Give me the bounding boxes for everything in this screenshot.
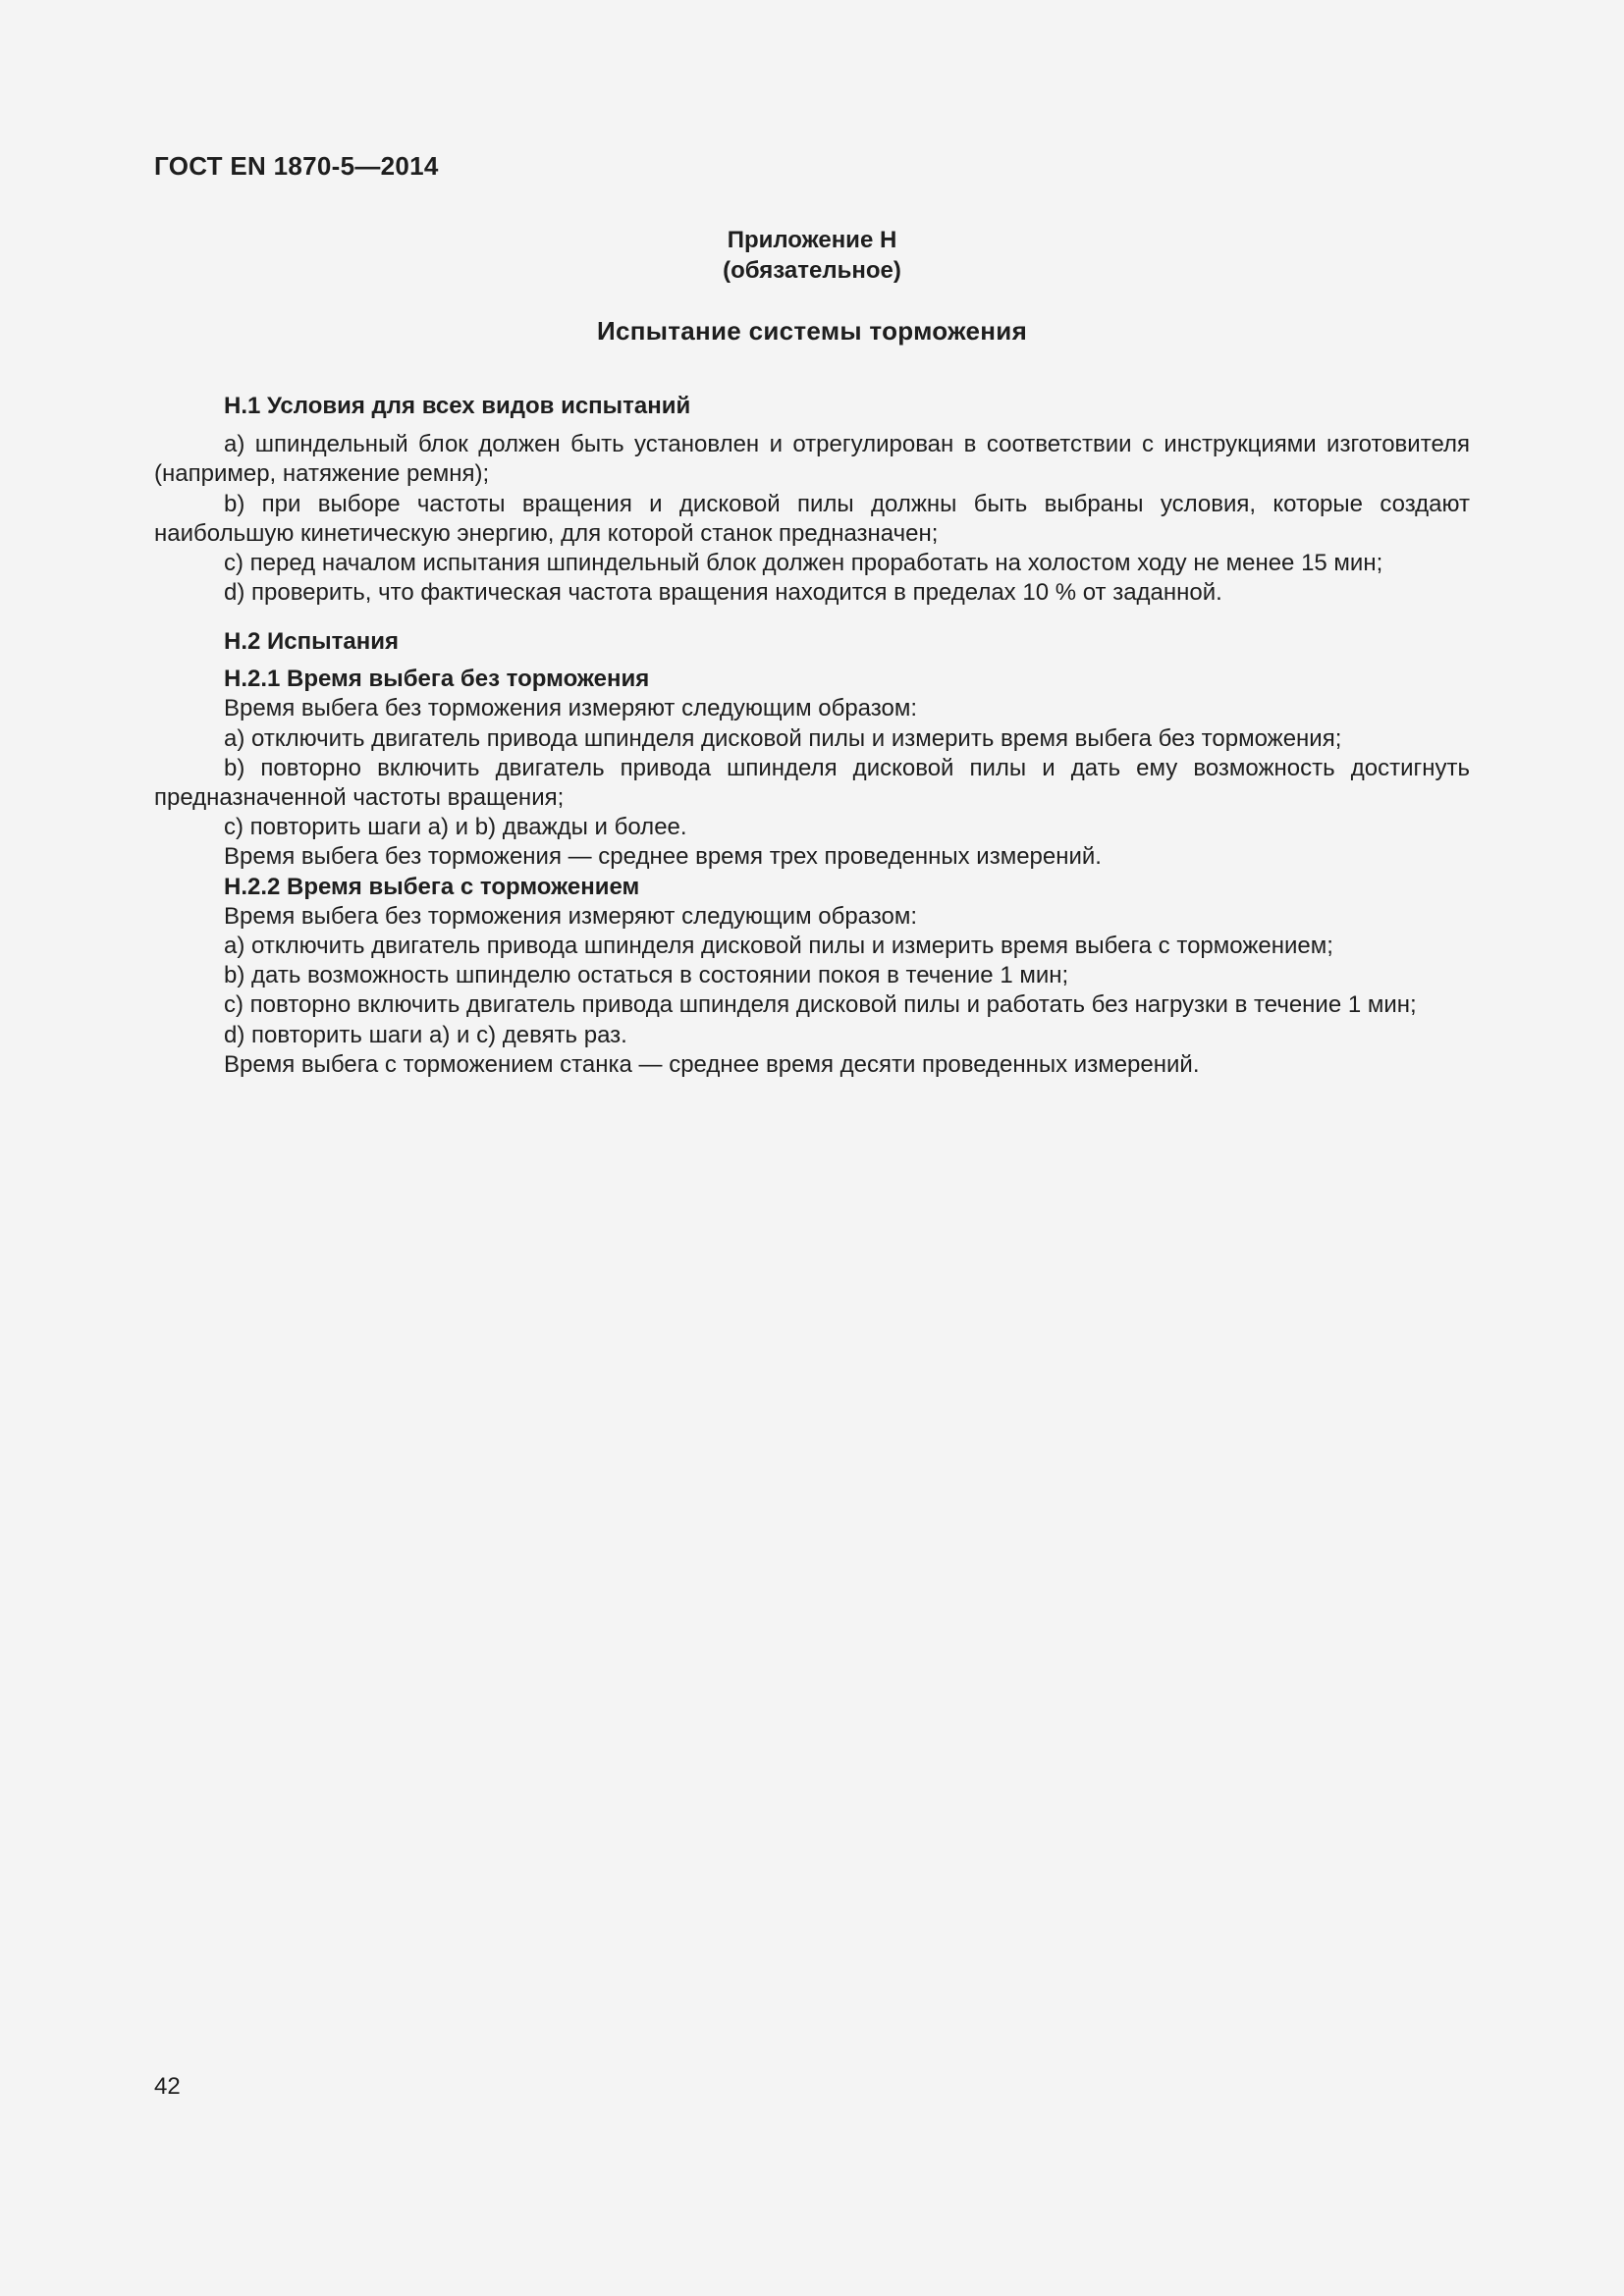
list-item: а) отключить двигатель привода шпинделя дисковой пилы и измерить время выбега без торможения; xyxy=(224,724,1342,752)
list-item: c) перед началом испытания шпиндельный блок должен проработать на холостом ходу не менее 15 мин; xyxy=(224,550,1383,577)
paragraph: Время выбега с торможением станка — среднее время десяти проведенных измерений. xyxy=(224,1050,1200,1078)
page-number: 42 xyxy=(154,2073,181,2100)
list-item: а) шпиндельный блок должен быть установлен и отрегулирован в соответствии с инструкциями изготовителя (например, натяжение ремня); xyxy=(154,431,1470,488)
paragraph: Время выбега без торможения измеряют следующим образом: xyxy=(224,902,918,930)
list-item: d) проверить, что фактическая частота вращения находится в пределах 10 % от заданной. xyxy=(224,579,1222,607)
appendix-title: Испытание системы торможения xyxy=(596,316,1028,346)
appendix-label-block xyxy=(154,225,1470,286)
subsection-heading: Н.2.2 Время выбега с торможением xyxy=(224,873,640,900)
section-h2 xyxy=(154,627,1470,1080)
list-item: b) при выборе частоты вращения и дисковой пилы должны быть выбраны условия, которые создают наибольшую кинетическую энергию, для которой станок предназначен; xyxy=(154,490,1470,547)
list-item: а) отключить двигатель привода шпинделя дисковой пилы и измерить время выбега с торможением; xyxy=(224,933,1333,960)
list-item: b) повторно включить двигатель привода шпинделя дисковой пилы и дать ему возможность достигнуть предназначенной частоты вращения; xyxy=(154,754,1470,812)
appendix-label: Приложение Н xyxy=(727,227,897,253)
paragraph: Время выбега без торможения — среднее время трех проведенных измерений. xyxy=(224,843,1102,871)
list-item: b) дать возможность шпинделю остаться в состоянии покоя в течение 1 мин; xyxy=(224,962,1069,989)
document-code-header: ГОСТ EN 1870-5—2014 xyxy=(154,151,439,181)
list-item: c) повторно включить двигатель привода шпинделя дисковой пилы и работать без нагрузки в течение 1 мин; xyxy=(224,991,1417,1019)
paragraph: Время выбега без торможения измеряют следующим образом: xyxy=(224,695,918,722)
list-item: c) повторить шаги а) и b) дважды и более. xyxy=(224,814,687,841)
section-heading: Н.1 Условия для всех видов испытаний xyxy=(224,393,691,419)
appendix-status: (обязательное) xyxy=(723,257,901,284)
subsection-heading: Н.2.1 Время выбега без торможения xyxy=(224,666,650,693)
section-heading: Н.2 Испытания xyxy=(224,628,399,655)
list-item: d) повторить шаги а) и c) девять раз. xyxy=(224,1021,627,1048)
section-h1 xyxy=(154,392,1470,608)
